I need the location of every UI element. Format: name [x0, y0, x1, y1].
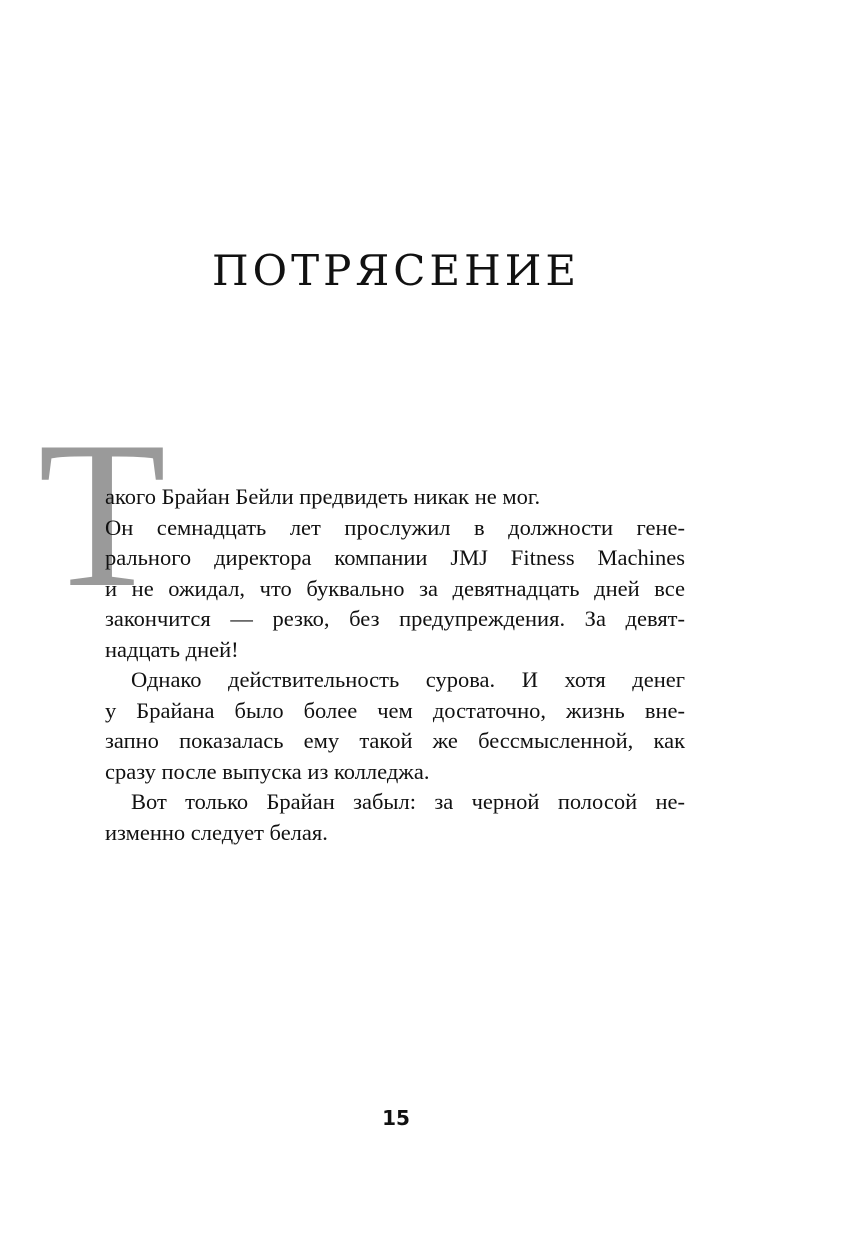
- text-line: изменно следует белая.: [105, 819, 328, 845]
- text-line: и не ожидал, что буквально за девятнадцать дней все: [105, 575, 685, 601]
- chapter-title: ПОТРЯСЕНИЕ: [212, 246, 580, 295]
- text-line: у Брайана было более чем достаточно, жизнь вне-: [105, 697, 685, 723]
- text-line: акого Брайан Бейли предвидеть никак не мог.: [105, 484, 541, 509]
- text-line: запно показалась ему такой же бессмысленной, как: [105, 728, 685, 753]
- text-line: Он семнадцать лет прослужил в должности гене-: [105, 514, 685, 540]
- text-line: Вот только Брайан забыл: за черной полосой не-: [131, 789, 685, 814]
- text-line: Однако действительность сурова. И хотя денег: [131, 667, 685, 692]
- text-line: рального директора компании JMJ Fitness Machines: [105, 545, 685, 570]
- text-line: сразу после выпуска из колледжа.: [105, 758, 430, 784]
- page-number: 15: [382, 1106, 410, 1130]
- text-line: надцать дней!: [105, 636, 239, 662]
- chapter-body: [105, 482, 685, 848]
- drop-cap: Т: [38, 399, 167, 631]
- text-line: закончится — резко, без предупреждения. За девят-: [105, 606, 685, 631]
